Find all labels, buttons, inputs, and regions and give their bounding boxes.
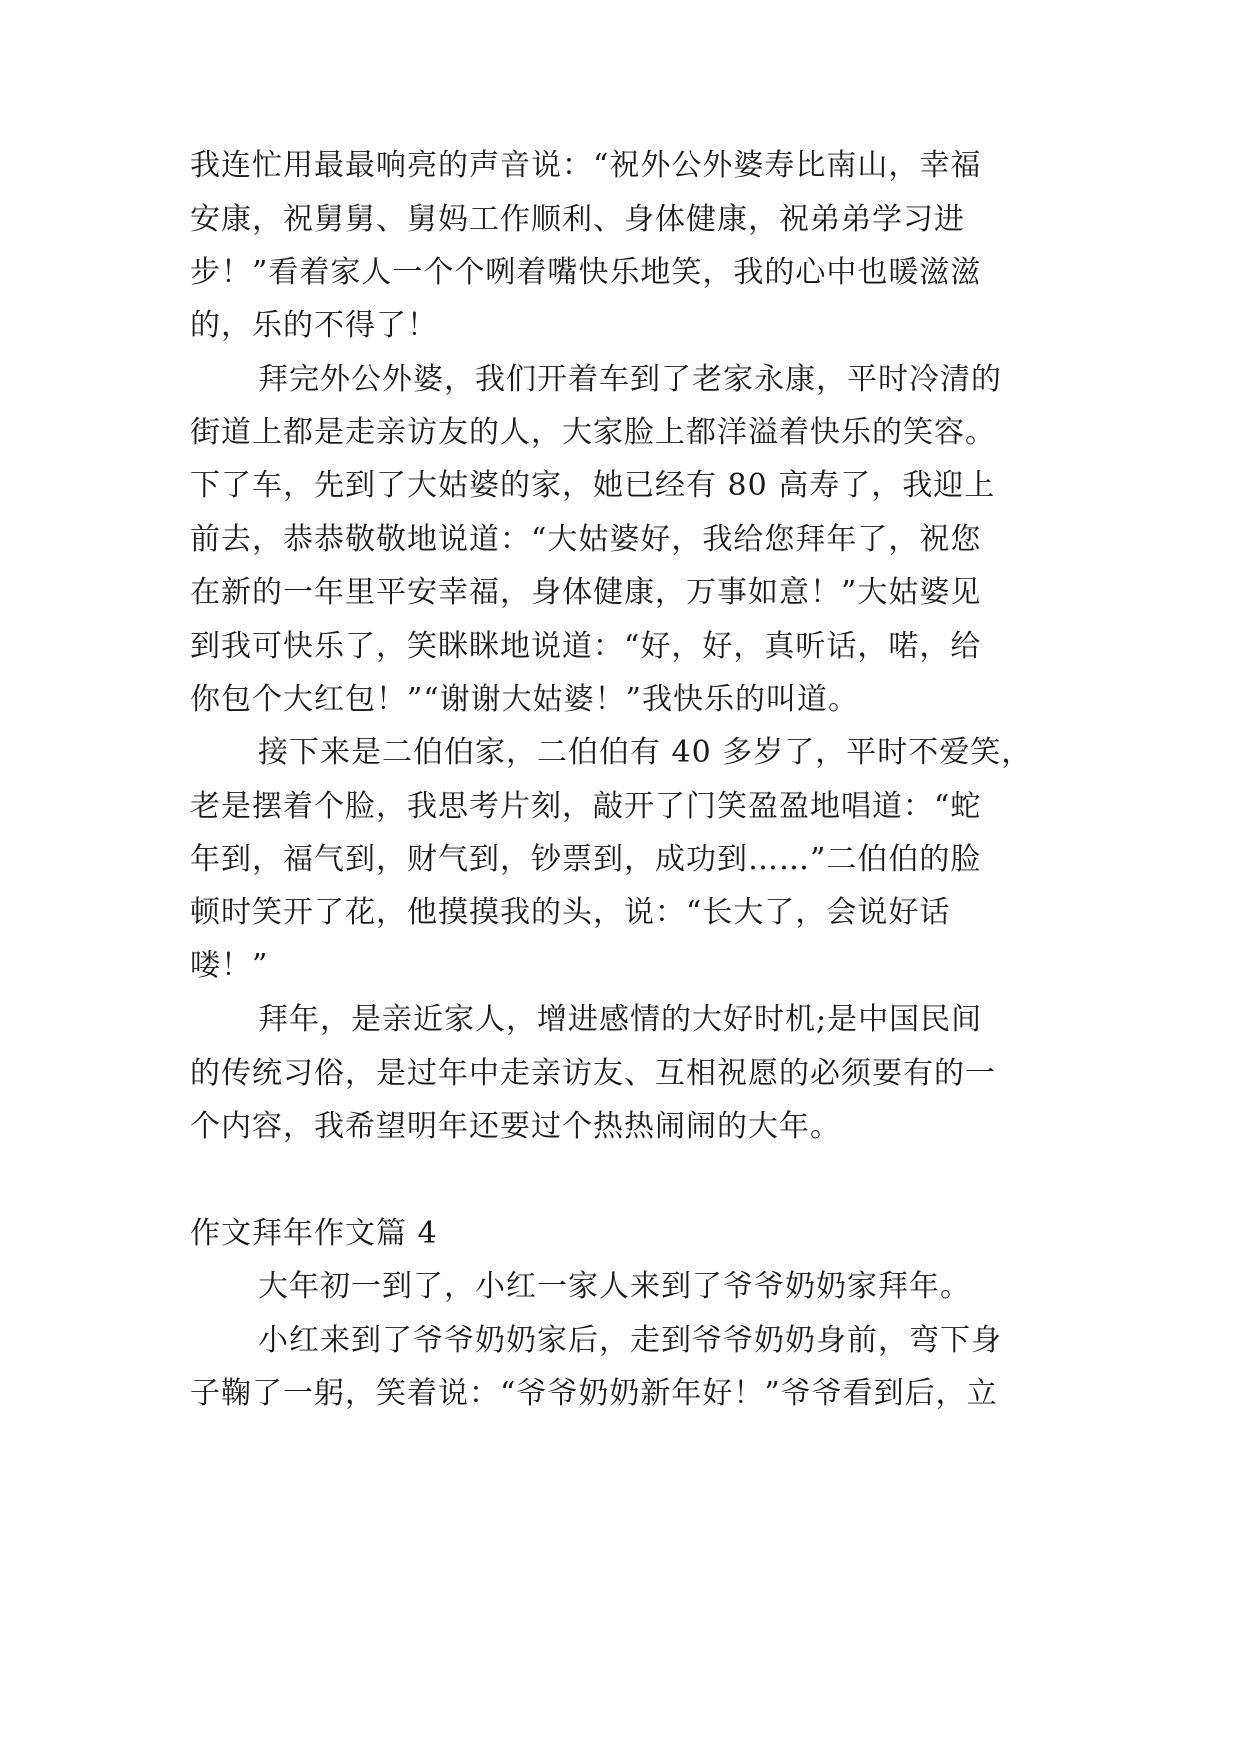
paragraph-2-line-7: 你包个大红包！”“谢谢大姑婆！”我快乐的叫道。 — [190, 682, 860, 717]
paragraph-2-line-5: 在新的一年里平安幸福，身体健康，万事如意！”大姑婆见 — [190, 575, 982, 610]
paragraph-3-line-3: 年到，福气到，财气到，钞票到，成功到……”二伯伯的脸 — [190, 842, 982, 877]
paragraph-1-line-2: 安康，祝舅舅、舅妈工作顺利、身体健康，祝弟弟学习进 — [190, 202, 965, 237]
paragraph-2-line-4: 前去，恭恭敬敬地说道：“大姑婆好，我给您拜年了，祝您 — [190, 522, 982, 557]
paragraph-2-line-2: 街道上都是走亲访友的人，大家脸上都洋溢着快乐的笑容。 — [190, 415, 996, 450]
section-paragraph-1-line-1: 大年初一到了，小红一家人来到了爷爷奶奶家拜年。 — [258, 1269, 971, 1304]
paragraph-2-line-6: 到我可快乐了，笑眯眯地说道：“好，好，真听话，喏，给 — [190, 629, 982, 664]
section-paragraph-2-line-1: 小红来到了爷爷奶奶家后，走到爷爷奶奶身前，弯下身 — [258, 1323, 1002, 1358]
paragraph-3-line-2: 老是摆着个脸，我思考片刻，敲开了门笑盈盈地唱道：“蛇 — [190, 789, 982, 824]
paragraph-2-line-1: 拜完外公外婆，我们开着车到了老家永康，平时冷清的 — [258, 362, 1002, 397]
paragraph-4-line-3: 个内容，我希望明年还要过个热热闹闹的大年。 — [190, 1109, 841, 1144]
paragraph-3-line-5: 喽！” — [190, 948, 269, 983]
paragraph-1-line-4: 的，乐的不得了！ — [190, 308, 438, 343]
paragraph-3-line-1: 接下来是二伯伯家，二伯伯有 40 多岁了，平时不爱笑， — [258, 735, 1033, 770]
paragraph-4-line-1: 拜年，是亲近家人，增进感情的大好时机;是中国民间 — [258, 1002, 983, 1037]
paragraph-1-line-3: 步！”看着家人一个个咧着嘴快乐地笑，我的心中也暖滋滋 — [190, 255, 982, 290]
paragraph-2-line-3: 下了车，先到了大姑婆的家，她已经有 80 高寿了，我迎上 — [190, 468, 996, 503]
paragraph-4-line-2: 的传统习俗，是过年中走亲访友、互相祝愿的必须要有的一 — [190, 1056, 996, 1091]
paragraph-3-line-4: 顿时笑开了花，他摸摸我的头，说：“长大了，会说好话 — [190, 895, 951, 930]
paragraph-1-line-1: 我连忙用最最响亮的声音说：“祝外公外婆寿比南山，幸福 — [190, 148, 982, 183]
section-title: 作文拜年作文篇 4 — [190, 1216, 438, 1251]
section-paragraph-2-line-2: 子鞠了一躬，笑着说：“爷爷奶奶新年好！”爷爷看到后，立 — [190, 1376, 998, 1411]
